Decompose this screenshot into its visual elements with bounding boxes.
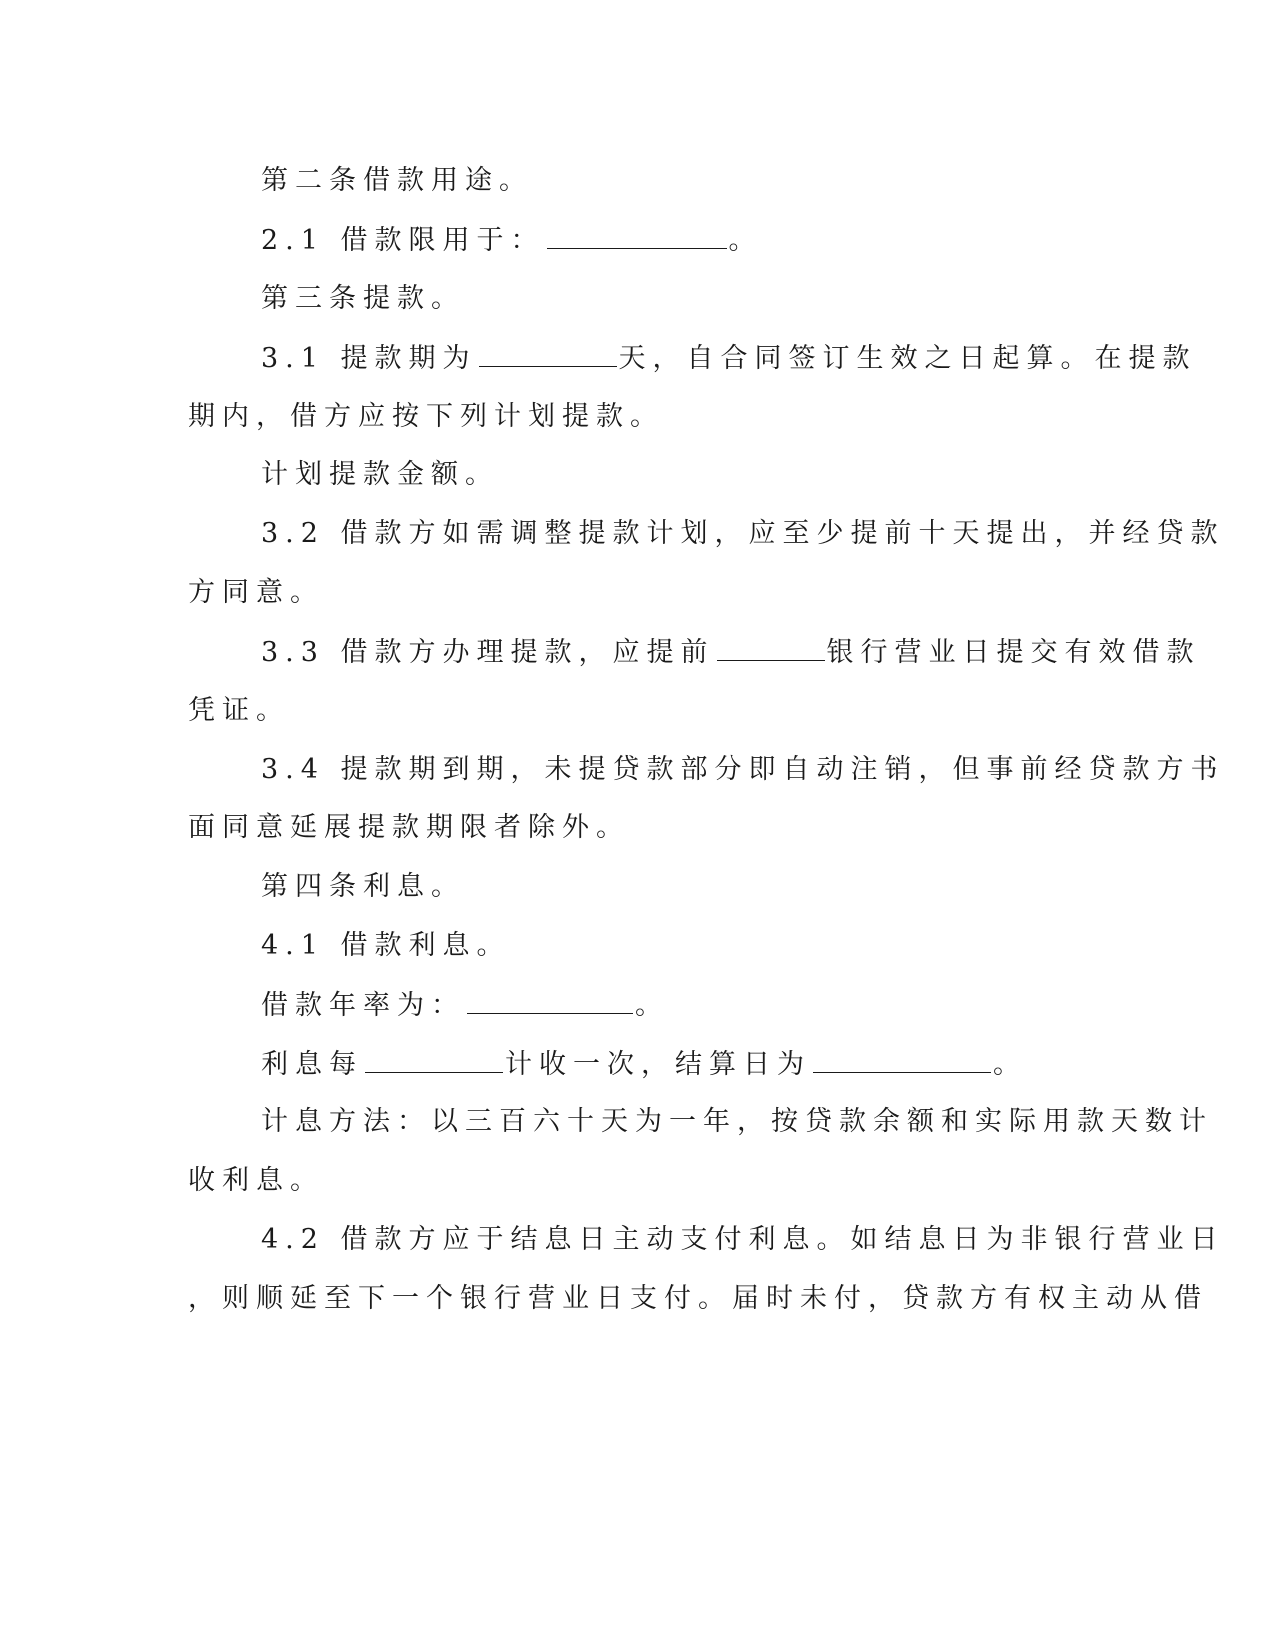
text: 计息方法：以三百六十天为一年，按贷款余额和实际用款天数计	[261, 1106, 1213, 1137]
text: 借款年率为：	[261, 990, 465, 1021]
text: 3.4 提款期到期，未提贷款部分即自动注销，但事前经贷款方书	[261, 754, 1225, 785]
clause-3-1-line-1	[261, 340, 1197, 377]
article-4-heading	[261, 869, 465, 905]
clause-3-3-line-2	[188, 693, 290, 729]
text: 利息每	[261, 1049, 363, 1080]
text: 。	[635, 990, 669, 1021]
fill-in-blank[interactable]	[365, 1046, 503, 1073]
interest-method-line-1	[261, 1104, 1213, 1140]
text: 。	[728, 225, 763, 256]
text: 3.2 借款方如需调整提款计划，应至少提前十天提出，并经贷款	[261, 518, 1225, 549]
fill-in-blank[interactable]	[717, 634, 825, 661]
clause-4-2-line-2	[188, 1281, 1208, 1317]
interest-period-line	[261, 1046, 1027, 1083]
text: 期内，借方应按下列计划提款。	[188, 401, 664, 432]
text: 4.2 借款方应于结息日主动支付利息。如结息日为非银行营业日	[261, 1224, 1225, 1255]
fill-in-blank[interactable]	[467, 987, 633, 1014]
text: 计划提款金额。	[261, 459, 499, 490]
clause-3-2-line-2	[188, 575, 324, 611]
fill-in-blank[interactable]	[813, 1046, 991, 1073]
clause-2-1	[261, 222, 763, 259]
clause-3-3-line-1	[261, 634, 1201, 671]
annual-rate-line	[261, 987, 669, 1024]
planned-withdrawal-amount	[261, 457, 499, 493]
text: 4.1 借款利息。	[261, 930, 511, 961]
article-2-heading	[261, 163, 533, 199]
text: 2.1 借款限用于：	[261, 225, 545, 256]
interest-method-line-2	[188, 1163, 324, 1199]
fill-in-blank[interactable]	[479, 340, 617, 367]
clause-4-2-line-1	[261, 1222, 1225, 1258]
clause-3-1-line-2	[188, 399, 664, 435]
text: 面同意延展提款期限者除外。	[188, 812, 630, 843]
text: 第二条借款用途。	[261, 165, 533, 196]
article-3-heading	[261, 281, 465, 317]
text: ，则顺延至下一个银行营业日支付。届时未付，贷款方有权主动从借	[188, 1283, 1208, 1314]
text: 计收一次，结算日为	[505, 1049, 811, 1080]
text: 3.1 提款期为	[261, 343, 477, 374]
text: 第三条提款。	[261, 283, 465, 314]
clause-4-1	[261, 928, 511, 964]
text: 方同意。	[188, 577, 324, 608]
clause-3-4-line-1	[261, 752, 1225, 788]
text: 收利息。	[188, 1165, 324, 1196]
text: 3.3 借款方办理提款，应提前	[261, 637, 715, 668]
text: 银行营业日提交有效借款	[826, 637, 1201, 668]
clause-3-4-line-2	[188, 810, 630, 846]
text: 凭证。	[188, 695, 290, 726]
text: 。	[993, 1049, 1027, 1080]
clause-3-2-line-1	[261, 516, 1225, 552]
text: 天，自合同签订生效之日起算。在提款	[618, 343, 1197, 374]
fill-in-blank[interactable]	[547, 222, 727, 249]
text: 第四条利息。	[261, 871, 465, 902]
